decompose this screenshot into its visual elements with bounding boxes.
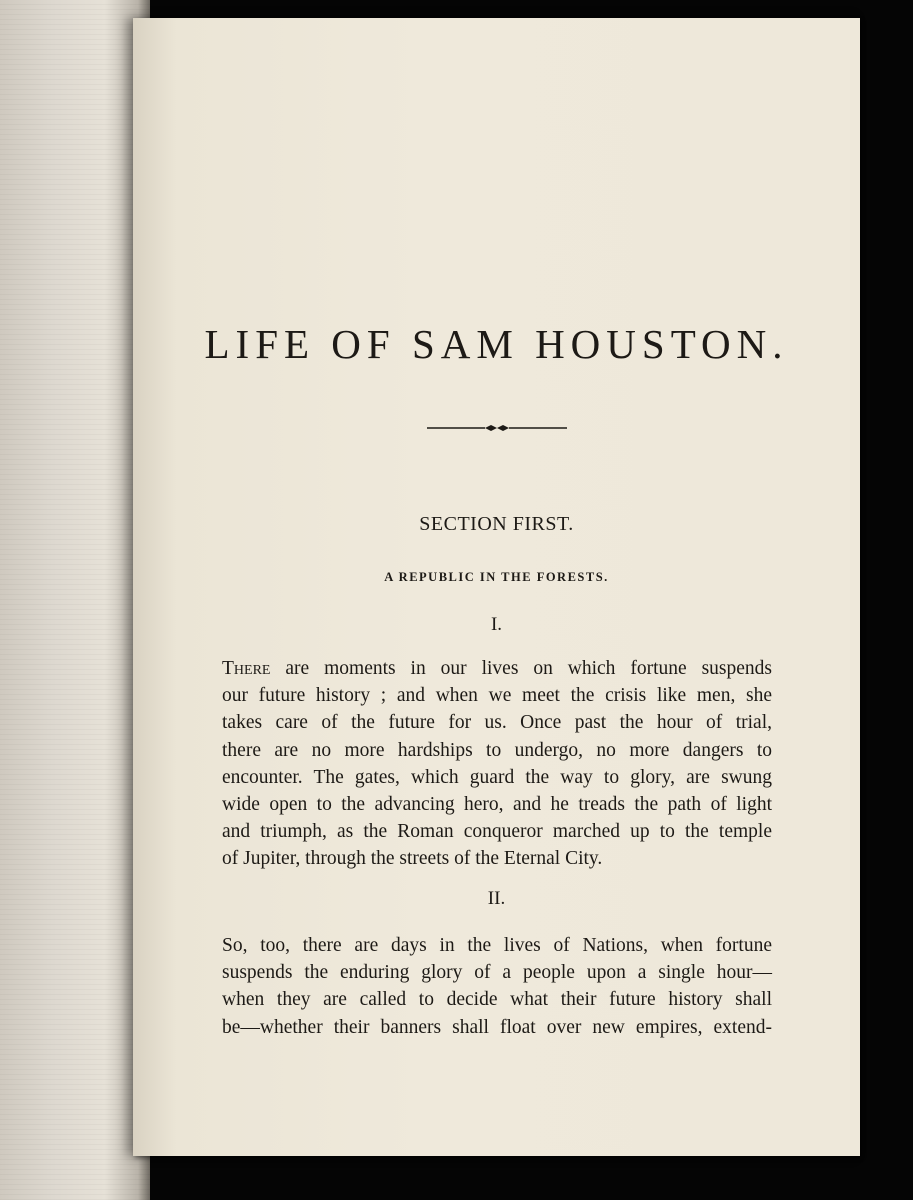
paragraph-line: there are no more hardships to undergo, no more dangers to <box>222 739 772 761</box>
numeral-one: I. <box>490 614 503 635</box>
numeral-two: II. <box>487 888 506 909</box>
paragraph-line: our future history ; and when we meet the crisis like men, she <box>222 685 772 707</box>
paragraph-line <box>222 655 772 682</box>
paragraph-line: takes care of the future for us. Once past the hour of trial, <box>222 712 772 734</box>
paragraph-line: wide open to the advancing hero, and he treads the path of light <box>222 794 772 816</box>
book-page <box>133 18 860 1156</box>
paragraph-line: of Jupiter, through the streets of the Eternal City. <box>222 848 603 870</box>
paragraph-line: and triumph, as the Roman conqueror marched up to the temple <box>222 821 772 843</box>
section-heading: SECTION FIRST. <box>419 513 574 535</box>
paragraph-line: encounter. The gates, which guard the way to glory, are swung <box>222 766 772 788</box>
paragraph-one <box>222 655 772 873</box>
section-subtitle: A REPUBLIC IN THE FORESTS. <box>384 570 609 584</box>
line-text: are moments in our lives on which fortune suspends <box>285 658 772 679</box>
paragraph-line: be—whether their banners shall float over new empires, extend- <box>222 1016 772 1038</box>
paragraph-line: So, too, there are days in the lives of Nations, when fortune <box>222 935 772 956</box>
paragraph-line: suspends the enduring glory of a people upon a single hour— <box>222 962 772 984</box>
paragraph-line: when they are called to decide what their future history shall <box>222 989 772 1011</box>
facing-page <box>0 0 150 1200</box>
paragraph-two <box>222 932 772 1041</box>
lead-word: There <box>222 658 271 679</box>
book-title: LIFE OF SAM HOUSTON. <box>204 321 789 367</box>
ornament-rule <box>427 422 567 434</box>
